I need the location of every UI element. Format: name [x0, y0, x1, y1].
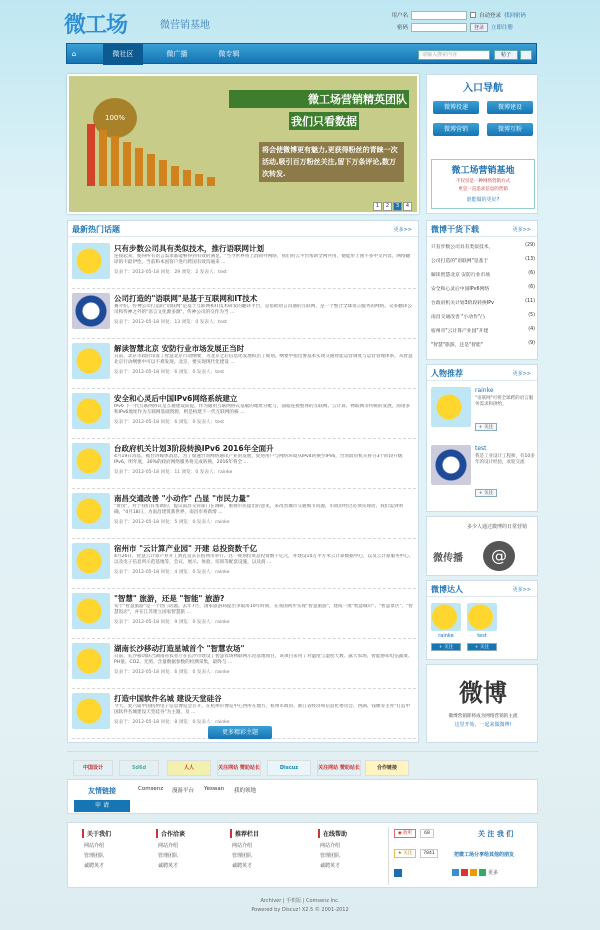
banner-bar — [87, 124, 95, 186]
more-link[interactable]: 更多>> — [512, 371, 531, 377]
footer-link[interactable]: 诚聘英才 — [320, 863, 341, 869]
weibo-promo — [426, 664, 538, 743]
more-link[interactable]: 更多>> — [512, 587, 531, 593]
footer-link[interactable]: 诚聘英才 — [158, 863, 179, 869]
topic-meta: 发表于：2012-05-18 回复：6 浏览：0 发表人：rainke — [114, 670, 230, 675]
friend-links-title: 友情链接 — [88, 787, 116, 795]
hot-item-title[interactable]: 南昌交通改善 "小动作"凸 — [431, 315, 485, 320]
share-icon[interactable] — [452, 869, 459, 876]
topic-meta: 发表于：2012-05-18 回复：13 浏览：0 发表人：test — [114, 320, 227, 325]
hot-item-count: (29) — [525, 243, 535, 248]
weibo-big-text: 微博 — [459, 679, 507, 707]
topic-meta: 发表于：2012-05-18 回复：29 浏览：2 发表人：test — [114, 270, 227, 275]
topic-title[interactable]: 南昌交通改善 "小动作" 凸显 "市民力量" — [114, 494, 250, 503]
apply-link-button[interactable]: 申 请 — [74, 800, 130, 812]
topic-title[interactable]: 安全和心灵后中国IPv6网络系统建立 — [114, 394, 238, 403]
banner-bar — [123, 142, 131, 186]
avatar[interactable] — [72, 393, 110, 429]
share-count: 7841 — [420, 849, 438, 858]
panel-title: 微博达人 — [431, 585, 463, 594]
banner-bar — [171, 166, 179, 186]
hot-item[interactable] — [431, 327, 535, 334]
topic-summary: 连接起来，使得所有语言需求都能够得到有效的满足。"当今世界将上消除外网络，我们用云平台帮助全网共用，便能形上图不多中文内容，网络翻译的不最伊性，当前和本国客户进行跨国有效沟通来 ... — [114, 254, 411, 266]
hot-item-count: (13) — [525, 257, 535, 262]
partner-logos — [67, 751, 538, 781]
site-logo[interactable]: 微工场 — [64, 13, 128, 38]
search-type-select[interactable]: 帖子 — [494, 50, 518, 60]
user-name[interactable]: rainke — [475, 387, 494, 394]
poster-big-text: 微传播 — [433, 553, 463, 564]
auto-login-checkbox[interactable] — [470, 12, 476, 18]
friend-link[interactable]: Comsenz — [138, 786, 164, 792]
topic-meta: 发表于：2012-05-18 回复：6 浏览：0 发表人：test — [114, 420, 225, 425]
avatar[interactable] — [467, 603, 497, 631]
entry-button-marketing[interactable]: 微博营销 — [433, 123, 479, 136]
hot-item-count: (5) — [528, 313, 535, 318]
auto-login-label: 自动登录 — [479, 13, 502, 19]
weibo-icon[interactable]: ◉ 收听 — [394, 829, 416, 838]
sign-link[interactable]: 谁能做的更好? — [466, 197, 500, 203]
more-link[interactable]: 更多>> — [512, 227, 531, 233]
entry-nav-panel — [426, 74, 538, 214]
banner-bar — [147, 154, 155, 186]
register-link[interactable]: 立即注册 — [491, 25, 514, 31]
footer-link[interactable]: 网站介绍 — [84, 843, 105, 849]
topic-summary: 4月26日，智慧云计算产业开工典礼仪式在宿州市举行。这一规划投资总投资数千亿元，并建设10万平方米云计算数据中心，以及云计算服务中心，以及电子信息所示范基地等，会议、展示、体验、培训等配套设施，以及商 ... — [114, 554, 414, 566]
footer-col-title: 关于我们 — [82, 829, 162, 838]
experts-panel — [426, 580, 538, 660]
hot-item[interactable] — [431, 271, 535, 278]
banner-slideshow[interactable] — [67, 74, 419, 214]
site-subtitle: 微营销基地 — [160, 20, 210, 31]
topic-item[interactable] — [72, 291, 416, 339]
weibo-line-2[interactable]: 这里开始，一起来做微博! — [454, 722, 512, 728]
user-desc: 我是工业设计工程师，有10多年的设计经验，欢迎交流 — [475, 454, 535, 465]
panel-title: 最新热门话题 — [72, 225, 120, 234]
hot-item[interactable] — [431, 313, 535, 320]
footer-col-cooperation — [156, 829, 236, 872]
hot-item-title[interactable]: 解读智慧北京 安防行业市场 — [431, 273, 491, 278]
topic-meta: 发表于：2012-05-18 回复：9 浏览：0 发表人：rainke — [114, 620, 230, 625]
topic-title[interactable]: 宿州市 "云计算产业园" 开建 总投资数千亿 — [114, 544, 258, 553]
username-label: 用户名 — [391, 13, 408, 19]
nav-item-album[interactable]: 微专辑 — [218, 50, 240, 58]
sign-subtitle: 不仅仅是一种网络营销方式 — [456, 179, 510, 184]
percent-bubble: 100% — [93, 98, 137, 138]
footer-link[interactable]: 管理团队 — [158, 853, 179, 859]
topic-item[interactable] — [72, 341, 416, 389]
sign-title: 微工场营销基地 — [451, 166, 515, 176]
latest-topics-panel — [67, 220, 419, 743]
topic-item[interactable] — [72, 491, 416, 539]
hot-item[interactable] — [431, 341, 535, 348]
partner-logo[interactable]: 关注网站 赞助站长 — [217, 760, 261, 776]
topic-title[interactable]: 湖南长沙移动打造星城首个 "智慧农场" — [114, 644, 245, 653]
avatar[interactable] — [72, 593, 110, 629]
partner-logo[interactable]: 人人 — [167, 760, 211, 776]
banner-bar — [195, 174, 203, 186]
login-form — [390, 9, 540, 33]
pager-1[interactable]: 1 — [373, 202, 382, 211]
hot-item-count: (11) — [525, 299, 535, 304]
weibo-line-1: 微博营销即将成为网络营销的主流 — [448, 714, 518, 719]
follow-button[interactable]: + 关注 — [475, 423, 497, 431]
avatar[interactable] — [72, 543, 110, 579]
hot-item[interactable] — [431, 257, 535, 264]
banner-bar — [207, 177, 215, 186]
hot-item-title[interactable]: 台政府机关计划3阶段转换IPv — [431, 301, 494, 306]
avatar[interactable] — [431, 387, 471, 427]
friend-link[interactable]: Yeswan — [204, 786, 225, 792]
qq-icon[interactable] — [394, 869, 402, 877]
avatar[interactable] — [72, 243, 110, 279]
footer-link[interactable]: 诚聘英才 — [84, 863, 105, 869]
topic-title[interactable]: 公司打造的"语联网"是基于互联网和IT技术 — [114, 294, 258, 303]
banner-title-2: 我们只看数据 — [289, 112, 359, 130]
login-button[interactable]: 登录 — [470, 23, 488, 32]
friend-link[interactable]: 漫游平台 — [172, 788, 195, 794]
hot-item-title[interactable]: "智慧"旅游，还是"智能" — [431, 343, 483, 348]
topic-summary: 日前，北京市政府印发了智慧北京行动纲要，为北京之后信息化发展拟出了规划。纲要中指出要基本实现交通智能运营调度与运营管理体系，从智慧北京行动纲要中可以不难发现，北京，要实现现代化建设 ... — [114, 354, 413, 366]
hot-item-count: (6) — [528, 271, 535, 276]
hot-item[interactable] — [431, 243, 535, 250]
sign-subtitle-2: 更是一直追求信息的营销 — [458, 187, 508, 192]
topic-item[interactable] — [72, 441, 416, 489]
follow-button[interactable]: + 关注 — [475, 489, 497, 497]
panel-title: 微博干货下载 — [431, 225, 479, 234]
follow-us-title: 关 注 我 们 — [478, 830, 514, 838]
sign-box — [431, 159, 535, 209]
avatar[interactable] — [72, 293, 110, 329]
topic-title[interactable]: "智慧" 旅游，还是 "智能" 旅游? — [114, 594, 225, 603]
more-topics-button[interactable]: 更多精彩主题 — [208, 726, 272, 739]
topic-item[interactable] — [72, 391, 416, 439]
find-password-link[interactable]: 找回密码 — [504, 13, 527, 19]
entry-button-build[interactable]: 微博建设 — [487, 101, 533, 114]
footer-col-help — [318, 829, 398, 872]
footer-link[interactable]: 管理团队 — [84, 853, 105, 859]
star-icon[interactable]: ★ 关注 — [394, 849, 416, 858]
avatar[interactable] — [72, 693, 110, 729]
poster-text: 多少人通过微博的日常营销 — [466, 524, 527, 530]
hot-item-title[interactable]: 只有步数公司具有类似技术， — [431, 245, 494, 250]
avatar[interactable] — [431, 603, 461, 631]
share-icon[interactable] — [461, 869, 468, 876]
partner-logo[interactable]: 5d6d — [119, 760, 159, 776]
footer-divider — [388, 827, 389, 885]
topic-title[interactable]: 只有步数公司具有类似技术，推行语联网计划 — [114, 244, 264, 253]
footer-link[interactable]: 网站介绍 — [158, 843, 179, 849]
pager-2[interactable]: 2 — [383, 202, 392, 211]
friend-link[interactable]: 我的领地 — [234, 788, 257, 794]
hot-item-title[interactable]: 安全和心灵后中国IPv6网络 — [431, 287, 490, 292]
partner-logo[interactable]: 合作链接 — [365, 760, 409, 776]
avatar[interactable] — [72, 443, 110, 479]
pager-3[interactable]: 3 — [393, 202, 402, 211]
topic-item[interactable] — [72, 541, 416, 589]
footer-col-title: 在线帮助 — [318, 829, 398, 838]
hot-item-title[interactable]: 公司打造的"语联网"是基于 — [431, 259, 489, 264]
panel-title: 人物推荐 — [431, 369, 463, 378]
banner-title: 微工场营销精英团队 — [229, 90, 409, 108]
hot-item[interactable] — [431, 285, 535, 292]
footer-link[interactable]: 管理团队 — [320, 853, 341, 859]
password-input[interactable] — [411, 23, 467, 32]
follow-button[interactable]: + 关注 — [431, 643, 461, 651]
topic-summary: 今天，复六届中国杭州电子信息博览会召开，在杭州市博览中心西所在地方，杭州市政府、浙江省经济和信息化委员会、西湖、钱塘等主办"打造中国软件名城建设天堂硅谷"为主题，及 ... — [114, 704, 411, 716]
avatar[interactable] — [72, 643, 110, 679]
share-icon[interactable] — [479, 869, 486, 876]
user-desc: "语联网"可将全球跨的语言服务需求和供给。 — [475, 396, 534, 407]
nav-item-broadcast[interactable]: 微广播 — [166, 50, 188, 58]
topic-item[interactable] — [72, 241, 416, 289]
hot-item-count: (9) — [528, 341, 535, 346]
footer-link[interactable]: 网站介绍 — [232, 843, 253, 849]
topic-summary: 日前，长沙移动联合湖南省农业厅在长沙市建设了智慧农场物联网示范基地项目，该项目采用了对温度与湿度天数、露天农场，智能感知电信蔬菜、PH值、CO2、光照、含量数据参数的检测采集，最终与 ... — [114, 654, 413, 666]
footer-col-title: 推荐栏目 — [230, 829, 310, 838]
search-icon[interactable] — [520, 50, 532, 60]
search-input[interactable]: 请输入搜索内容 — [418, 50, 490, 60]
hot-item-count: (6) — [528, 285, 535, 290]
hot-item-title[interactable]: 宿州市"云计算产业园"开建 — [431, 329, 489, 334]
promo-poster[interactable] — [426, 516, 538, 576]
footer-link[interactable]: 网站介绍 — [320, 843, 341, 849]
user-name[interactable]: test — [475, 445, 487, 452]
user-name[interactable]: test — [477, 633, 487, 639]
topic-meta: 发表于：2012-05-18 回复：6 浏览：0 发表人：test — [114, 370, 225, 375]
share-icons — [452, 869, 498, 876]
banner-bar — [183, 170, 191, 186]
topic-summary: IPv6 下一代互联网协议是互通建设前提，作为通用互联网协议基础的地址分配与，面临连接整体的互联网、云计算、物联网等传统的发展，而诸多和IPv6地址作为互联网基础资源，则是构建下一代互联网的核 ... — [114, 404, 411, 416]
powered-by: Powered by Discuz! X2.5 © 2001-2012 — [251, 907, 349, 913]
avatar[interactable] — [431, 445, 471, 485]
nav-item-community[interactable]: 微社区 — [103, 44, 143, 65]
footer-col-about — [82, 829, 162, 872]
topic-summary: 赛介绍，传神公司打造的"语联网"是基于互联网和IT技术研发的翻译平台，是借助语言沟通的互联网，是一个整合全球语言服务的网络。众多翻译公司和传神之外的"语言文化源多源"，传神公司的交作为当 ... — [114, 304, 412, 316]
more-link[interactable]: 更多>> — [393, 227, 412, 233]
weibo-count: 68 — [420, 829, 434, 838]
footer-col-recommend — [230, 829, 310, 872]
entry-button-submit[interactable]: 微博投递 — [433, 101, 479, 114]
footer-columns — [67, 822, 538, 888]
password-label: 密码 — [396, 25, 408, 31]
people-panel — [426, 364, 538, 512]
at-icon: @ — [483, 541, 515, 571]
topic-title[interactable]: 解读智慧北京 安防行业市场发展正当时 — [114, 344, 245, 353]
topic-summary: 4月19日消息，据台湾媒体消息，为了加速台湾网络通讯产业的发展，促进用户与网络环境从IPv4转换至IPv6，台湾政府机关将分3个阶段升级IPv6，明年底，30%的政府网络服务将完成转换，2016年将全 ... — [114, 454, 403, 466]
follow-button[interactable]: + 关注 — [467, 643, 497, 651]
footer-col-title: 合作洽谈 — [156, 829, 236, 838]
topic-meta: 发表于：2012-05-18 回复：8 浏览：0 发表人：rainke — [114, 720, 230, 725]
topic-title[interactable]: 台政府机关计划3阶段转换IPv6 2016年全面升 — [114, 444, 274, 453]
topic-item[interactable] — [72, 591, 416, 639]
footer-link[interactable]: 管理团队 — [232, 853, 253, 859]
avatar[interactable] — [72, 493, 110, 529]
footer-link[interactable]: 诚聘英才 — [232, 863, 253, 869]
share-icon[interactable] — [470, 869, 477, 876]
share-slogan: 把微工场分享给其他的朋友 — [454, 852, 515, 858]
topic-title[interactable]: 打造中国软件名城 建设天堂硅谷 — [114, 694, 222, 703]
topic-summary: "黄岚"，对于我们有帮助的，提议南昌交管部门在调研，重视市民提出的意见，来改善城市交通细节问题，市政府经过必须实现动，我们需到明确，"4月18日，为南昌建筑新世界，南昌市将新增 ... — [114, 504, 404, 516]
entry-button-follow[interactable]: 微博互粉 — [487, 123, 533, 136]
username-input[interactable] — [411, 11, 467, 20]
hot-item[interactable] — [431, 299, 535, 306]
share-more[interactable]: 更多 — [488, 870, 499, 876]
partner-logo[interactable]: 关注网站 赞助站长 — [317, 760, 361, 776]
topic-meta: 发表于：2012-05-18 回复：4 浏览：0 发表人：rainke — [114, 570, 230, 575]
home-icon[interactable]: ⌂ — [71, 50, 77, 58]
partner-logo[interactable]: Discuz — [267, 760, 311, 776]
partner-logo[interactable]: 中国设计 — [73, 760, 113, 776]
copyright — [0, 897, 600, 915]
topic-meta: 发表于：2012-05-18 回复：11 浏览：0 发表人：rainke — [114, 470, 233, 475]
banner-bar — [99, 130, 107, 186]
topic-summary: 旬于"智慧旅游"是一个热门话题。去年7月，国家旅游局提出争取用10年时间，在我国初步实现"智慧旅游"，建成一批"智慧城市"、"智慧景区"、"智慧饭店"，并在江苏建立国家智慧旅 ... — [114, 604, 413, 616]
banner-bar — [111, 136, 119, 186]
friend-links-panel — [67, 779, 538, 814]
banner-bar — [135, 148, 143, 186]
entry-nav-title: 入口导航 — [463, 83, 503, 94]
avatar[interactable] — [72, 343, 110, 379]
hot-downloads-panel — [426, 220, 538, 360]
footer-links[interactable]: Archiver | 手机版 | Comsenz Inc. — [260, 898, 340, 904]
user-name[interactable]: rainke — [438, 633, 454, 639]
topic-meta: 发表于：2012-05-18 回复：5 浏览：0 发表人：rainke — [114, 520, 230, 525]
hot-item-count: (4) — [528, 327, 535, 332]
banner-bar — [159, 160, 167, 186]
banner-pager — [373, 202, 412, 211]
banner-text: 将会使微博更有魅力,更获得粉丝的青睐一次活动,吸引百万粉丝关注,留下万条评论,数万次转发. — [259, 142, 404, 182]
pager-4[interactable]: 4 — [403, 202, 412, 211]
topic-item[interactable] — [72, 641, 416, 689]
